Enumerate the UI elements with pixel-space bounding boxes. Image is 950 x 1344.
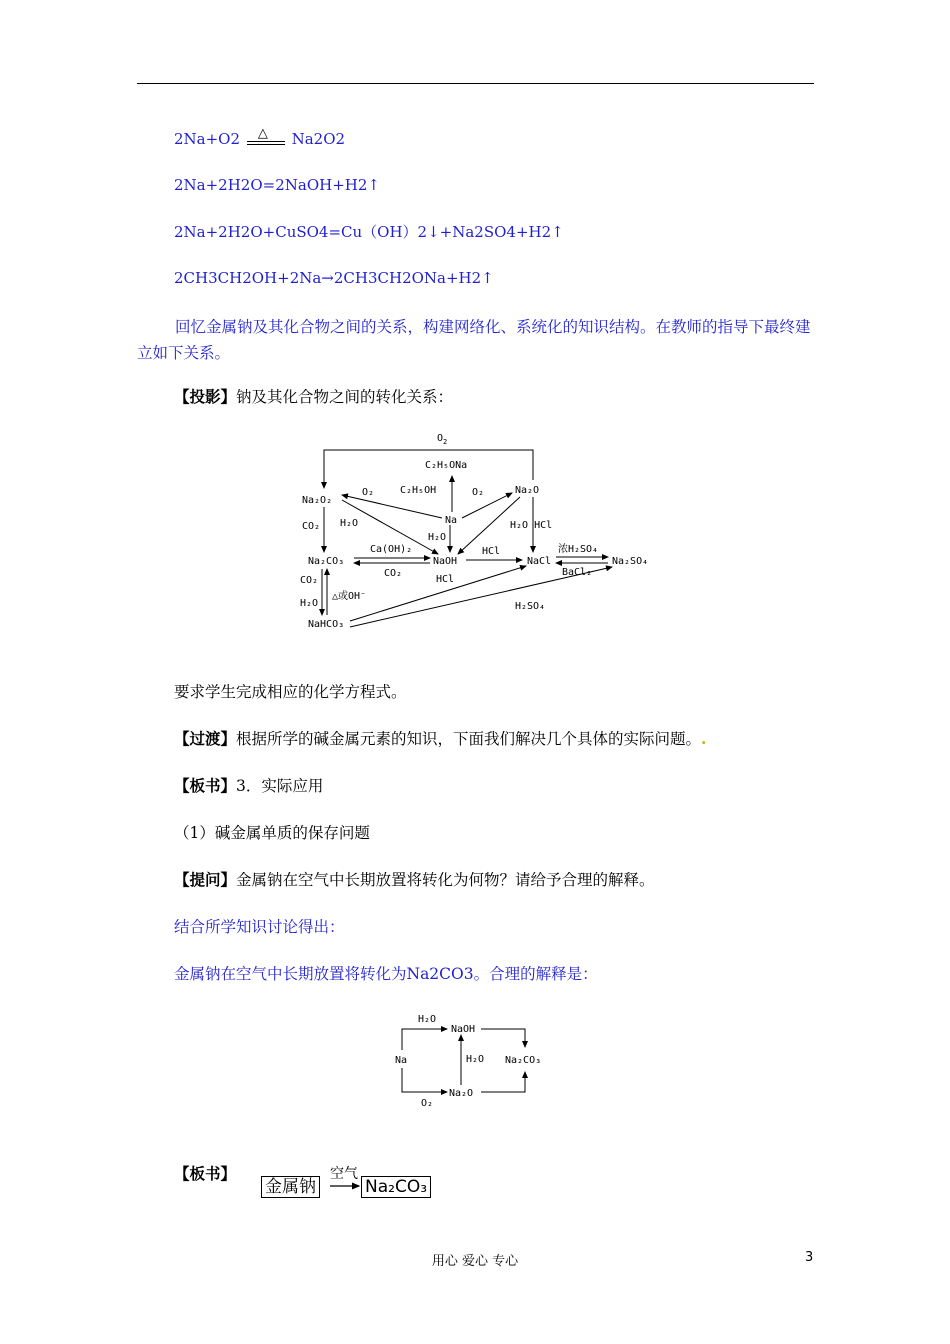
- equation-4: 2CH3CH2OH+2Na→2CH3CH2ONa+H2↑: [174, 269, 494, 287]
- equation-1-left: 2Na+O2: [174, 130, 241, 148]
- label-co2-left: CO₂: [302, 521, 321, 532]
- transition-text: 根据所学的碱金属元素的知识，下面我们解决几个具体的实际问题。: [236, 730, 702, 748]
- label-hcl-mid: HCl: [482, 546, 501, 557]
- air-label: 空气: [330, 1166, 358, 1182]
- board-line-1: [174, 776, 323, 796]
- label-h2o-hcl: H₂O HCl: [510, 520, 553, 531]
- arrow-na-to-na2o2: [342, 495, 442, 518]
- projection-text: 钠及其化合物之间的转化关系：: [236, 388, 454, 406]
- transition-tag: 【过渡】: [174, 729, 237, 748]
- label-h2o-lower: H₂O: [300, 598, 319, 609]
- recall-paragraph: 回忆金属钠及其化合物之间的关系，构建网络化、系统化的知识结构。在教师的指导下最终建立如下关系。: [137, 318, 811, 362]
- na2co3-box: Na₂CO₃: [361, 1176, 431, 1198]
- label-h2so4-low: H₂SO₄: [515, 601, 546, 612]
- label-naoh: NaOH: [451, 1024, 476, 1035]
- header-rule: [137, 83, 814, 84]
- projection-tag: 【投影】: [174, 387, 237, 406]
- question-text: 金属钠在空气中长期放置将转化为何物？请给予合理的解释。: [236, 871, 655, 889]
- equation-3: 2Na+2H2O+CuSO4=Cu（OH）2↓+Na2SO4+H2↑: [174, 223, 564, 241]
- board-tag-2: 【板书】: [174, 1164, 237, 1183]
- air-arrow: [329, 1180, 361, 1192]
- label-h2o-top: H₂O: [418, 1014, 437, 1025]
- projection-line: [174, 387, 453, 407]
- label-h2o-mid: H₂O: [428, 532, 447, 543]
- arrow-na-to-na2o: [402, 1068, 447, 1092]
- arrow-na-to-naoh: [402, 1029, 447, 1050]
- arrow-naoh-to-na2co3: [481, 1029, 525, 1047]
- label-o2-top: $O_2$: [437, 433, 448, 446]
- transition-line: [174, 729, 706, 749]
- label-nong-h2so4: 浓H₂SO₄: [558, 544, 599, 555]
- label-naoh: NaOH: [433, 556, 458, 567]
- sodium-air-diagram: [385, 1005, 565, 1110]
- label-c2h5ona: C₂H₅ONa: [425, 460, 468, 471]
- answer-line: 金属钠在空气中长期放置将转化为Na2CO3。合理的解释是：: [174, 965, 598, 983]
- label-caoh2: Ca(OH)₂: [370, 544, 413, 555]
- label-bacl2: BaCl₂: [562, 567, 593, 578]
- label-co2-lower: CO₂: [300, 575, 319, 586]
- subheading-storage: （1）碱金属单质的保存问题: [174, 824, 370, 842]
- label-na2so4: Na₂SO₄: [612, 556, 649, 567]
- label-na2o: Na₂O: [515, 485, 540, 496]
- page-number: 3: [805, 1250, 814, 1265]
- label-na: Na: [445, 515, 458, 526]
- label-na2o: Na₂O: [449, 1088, 474, 1099]
- discuss-line: 结合所学知识讨论得出：: [174, 918, 345, 936]
- label-h2o-mid: H₂O: [466, 1054, 485, 1065]
- footer-text: 用心 爱心 专心: [431, 1254, 519, 1269]
- board-line-2: [174, 1164, 236, 1184]
- equation-1: [174, 126, 346, 149]
- label-c2h5oh: C₂H₅OH: [400, 485, 437, 496]
- arrow-na2o-to-na2co3: [481, 1072, 525, 1092]
- question-tag: 【提问】: [174, 870, 237, 889]
- equation-1-right: Na2O2: [291, 130, 346, 148]
- arrow-na-to-na2o: [462, 493, 512, 518]
- heating-triangle: △: [257, 126, 268, 141]
- label-na2co3: Na₂CO₃: [308, 556, 345, 567]
- label-co2-mid: CO₂: [384, 568, 403, 579]
- board-tag-1: 【板书】: [174, 776, 237, 795]
- label-nacl: NaCl: [527, 556, 552, 567]
- label-delta-oh: △或OH⁻: [332, 591, 367, 602]
- label-na: Na: [395, 1055, 408, 1066]
- label-h2o-left: H₂O: [340, 518, 359, 529]
- heating-condition: [247, 126, 285, 148]
- metal-sodium-box: 金属钠: [261, 1176, 320, 1198]
- label-na2co3: Na₂CO₃: [505, 1055, 542, 1066]
- label-o2: O₂: [421, 1098, 434, 1109]
- sodium-conversion-diagram: [290, 425, 670, 635]
- label-na2o2: Na₂O₂: [302, 495, 333, 506]
- label-o2-right: O₂: [472, 487, 485, 498]
- require-line: 要求学生完成相应的化学方程式。: [174, 683, 407, 701]
- board-text-1: 3．实际应用: [236, 777, 324, 795]
- question-line: [174, 870, 655, 890]
- label-nahco3: NaHCO₃: [308, 619, 345, 630]
- transition-dot: .: [701, 729, 707, 748]
- equation-2: 2Na+2H2O=2NaOH+H2↑: [174, 176, 380, 194]
- label-o2-left: O₂: [362, 487, 375, 498]
- label-hcl-low: HCl: [436, 574, 455, 585]
